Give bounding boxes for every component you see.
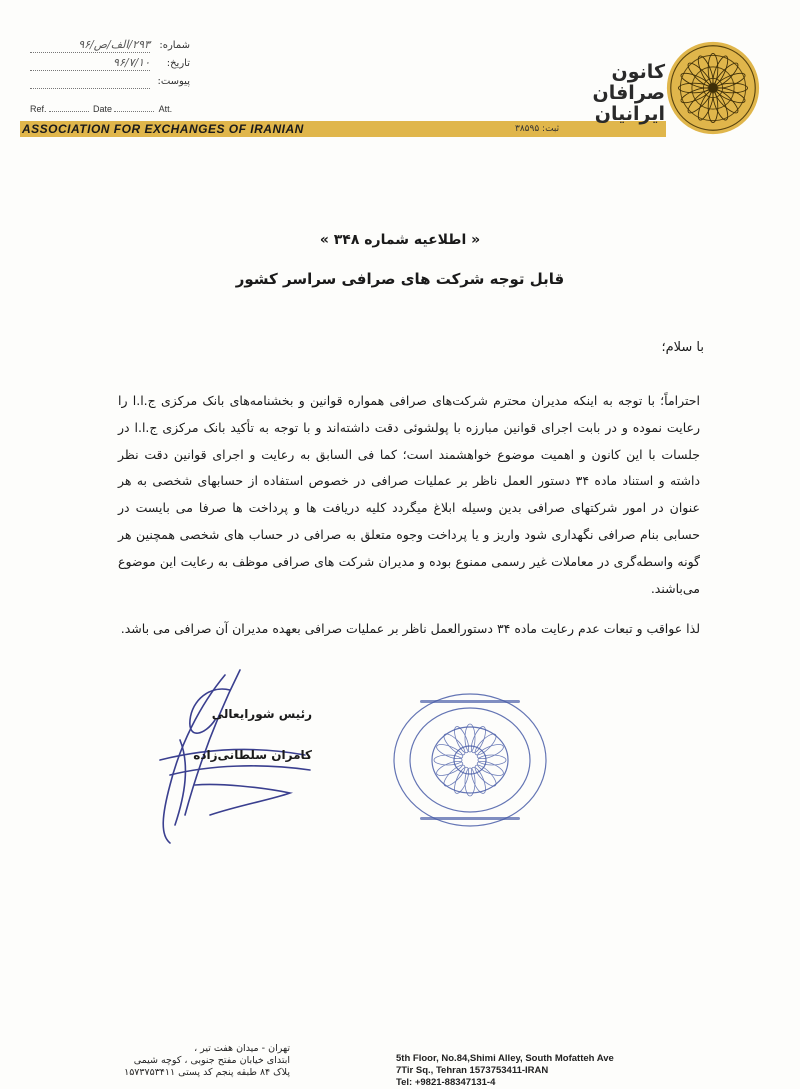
footer-address-fa	[124, 1043, 290, 1079]
ref-date-dots	[114, 103, 154, 112]
footer-en-line-1: 5th Floor, No.84,Shimi Alley, South Mofatteh Ave	[396, 1053, 614, 1064]
number-line	[30, 52, 150, 53]
org-name-line-3: ایرانیان	[594, 103, 665, 125]
footer-fa-line-2: ابتدای خیابان مفتح جنوبی ، کوچه شیمی	[133, 1055, 290, 1066]
date-line	[30, 70, 150, 71]
org-name-line-1: کانون	[611, 61, 665, 83]
registration-number: ثبت: ۳۸۵۹۵	[515, 124, 560, 134]
meta-date-row	[30, 56, 190, 74]
footer-en-line-3: Tel: +9821-88347131-4	[396, 1077, 496, 1088]
ref-label: Ref.	[30, 104, 47, 114]
footer-fa-line-1: تهران - میدان هفت تیر ،	[194, 1043, 290, 1054]
ref-att-label: Att.	[158, 104, 173, 114]
association-name: ASSOCIATION FOR EXCHANGES OF IRANIAN	[22, 122, 304, 136]
meta-number-row	[30, 38, 190, 56]
footer-fa-line-3: پلاک ۸۴ طبقه پنجم کد پستی ۱۵۷۳۷۵۳۴۱۱	[124, 1067, 290, 1078]
attachment-line	[30, 88, 150, 89]
number-value: ۲۹۳/الف/ص/۹۶	[78, 38, 150, 51]
org-name-line-2: صرافان	[592, 82, 665, 104]
notice-subtitle: قابل توجه شرکت های صرافی سراسر کشور	[235, 270, 565, 288]
greeting: با سلام؛	[661, 340, 704, 355]
date-label: تاریخ:	[166, 58, 190, 69]
footer-en-line-2: 7Tir Sq., Tehran 1573753411-IRAN	[396, 1065, 549, 1076]
date-value: ۹۶/۷/۱۰	[113, 56, 150, 69]
signatory-name: کامران سلطانی‌زاده	[193, 748, 312, 762]
footer-address-en	[396, 1053, 614, 1089]
association-logo-icon	[665, 40, 761, 136]
official-stamp-icon	[390, 690, 550, 830]
signatory-title: رئیس شورایعالی	[211, 707, 312, 721]
meta-attachment-row	[30, 74, 190, 92]
body-paragraph-2: لذا عواقب و تبعات عدم رعایت ماده ۳۴ دستورالعمل ناظر بر عملیات صرافی بعهده مدیران آن صرافی می باشد.	[120, 621, 700, 636]
body-paragraph-1: احتراماً؛ با توجه به اینکه مدیران محترم شرکت‌های صرافی همواره قوانین و بخشنامه‌های بانک مرکزی ج.ا.ا را رعایت نموده و در بابت اجرای قوانین مبارزه با پولشوئی دقت داشته‌اند و با توجه به تأکید بانک مرکزی ج.ا.ا در جلسات با این کانون و اهمیت موضوع خواهشمند است؛ کما فی السابق به رعایت و اجرای قوانین دقت نظر داشته و استناد ماده ۳۴ دستور العمل ناظر بر عملیات صرافی در خصوص استفاده از حسابهای شخصی به هر عنوان در امور شرکتهای صرافی بدین وسیله ابلاغ میگردد کلیه دریافت ها و پرداخت ها صرفا می بایست در حسابی بنام صرافی نگهداری شود واریز و یا پرداخت وجوه متعلق به صرافی در حساب های شخصی همچنین هر گونه واسطه‌گری در معاملات غیر رسمی ممنوع بوده و مدیران شرکت های صرافی موظف به رعایت این موضوع می‌باشند.	[118, 393, 701, 596]
org-name-logo	[580, 62, 665, 125]
number-label: شماره:	[159, 40, 190, 51]
attachment-label: پیوست:	[157, 76, 190, 87]
notice-title: « اطلاعیه شماره ۳۴۸ »	[319, 232, 481, 248]
ref-row	[30, 103, 172, 114]
letter-meta	[30, 38, 190, 92]
ref-dots	[49, 103, 89, 112]
ref-date-label: Date	[93, 104, 113, 114]
